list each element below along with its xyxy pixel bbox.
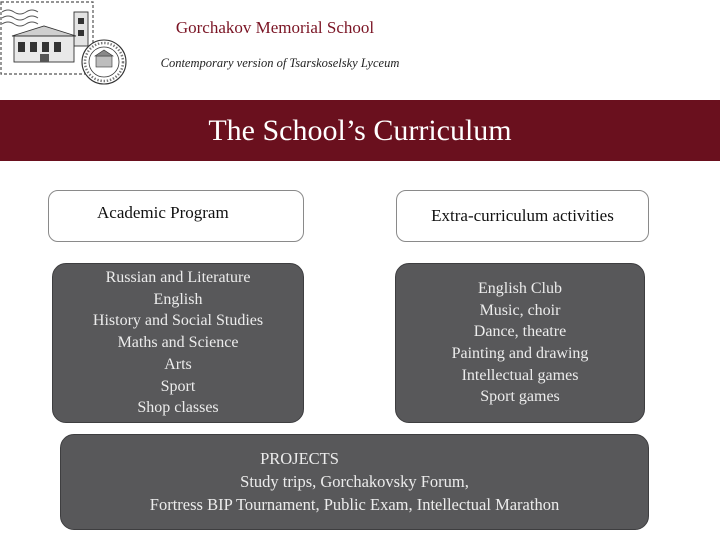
projects-line: Fortress BIP Tournament, Public Exam, Intellectual Marathon [149, 495, 560, 514]
extra-curriculum-header [396, 190, 649, 242]
school-subtitle: Contemporary version of Tsarskoselsky Lyceum [160, 56, 400, 70]
subject-item: Maths and Science [117, 334, 239, 352]
subject-item: Arts [164, 355, 192, 373]
activity-item: Painting and drawing [451, 345, 589, 362]
activity-item: Music, choir [479, 301, 561, 319]
projects-box [60, 434, 649, 530]
extra-curriculum-title: Extra-curriculum activities [431, 206, 614, 225]
academic-program-header [48, 190, 304, 242]
extra-activities-box [395, 263, 645, 423]
subject-item: Russian and Literature [105, 269, 251, 287]
activity-item: Dance, theatre [473, 323, 567, 341]
activity-item: English Club [477, 279, 562, 297]
activity-item: Sport games [480, 388, 560, 406]
projects-title: PROJECTS [260, 449, 339, 468]
subject-item: Sport [160, 377, 196, 395]
curriculum-banner [0, 100, 720, 161]
academic-subjects-box [52, 263, 304, 423]
subject-item: English [153, 290, 203, 308]
banner-title: The School’s Curriculum [208, 113, 512, 147]
subject-item: Shop classes [137, 399, 219, 417]
activity-item: Intellectual games [461, 366, 579, 384]
projects-line: Study trips, Gorchakovsky Forum, [240, 472, 469, 491]
school-name: Gorchakov Memorial School [175, 18, 375, 37]
academic-program-title: Academic Program [97, 203, 229, 222]
school-logo [0, 0, 140, 92]
subject-item: History and Social Studies [92, 312, 264, 330]
